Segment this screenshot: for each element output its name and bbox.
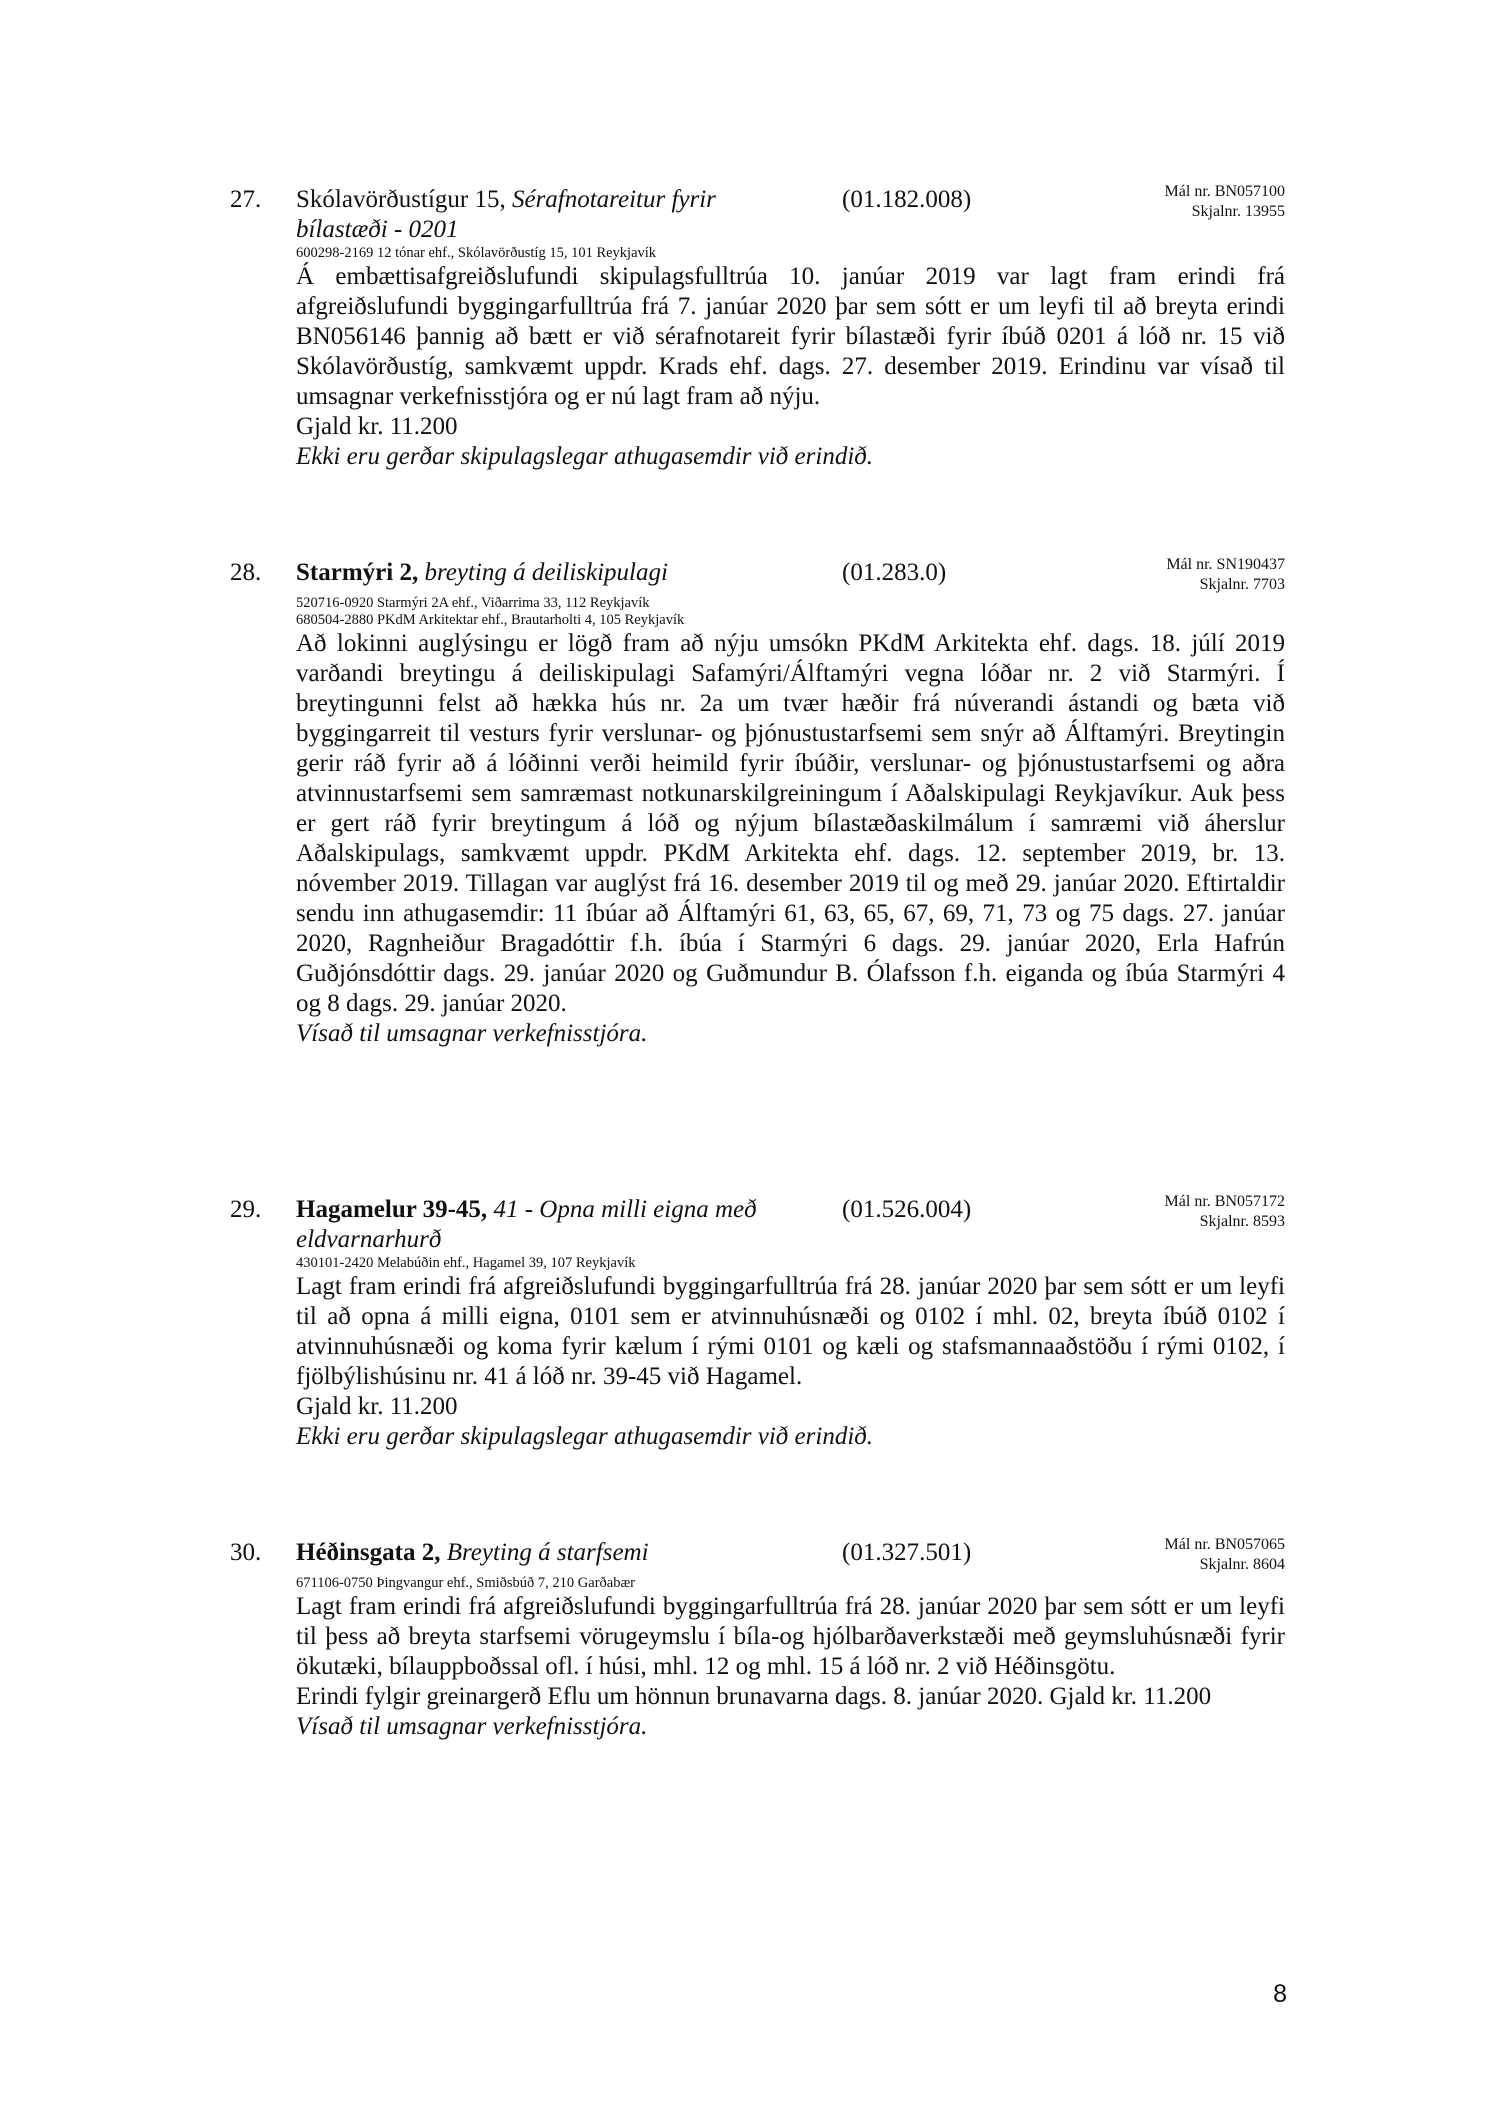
item-title-address: Skólavörðustígur 15, — [296, 186, 512, 213]
item-conclusion: Ekki eru gerðar skipulagslegar athugasemdir við erindið. — [296, 443, 874, 470]
parties — [296, 1575, 1285, 1592]
item-title-subject: Breyting á starfsemi — [446, 1539, 649, 1566]
item-title-subject: 41 - Opna milli eigna með eldvarnarhurð — [296, 1196, 757, 1253]
party-line: 600298-2169 12 tónar ehf., Skólavörðustíg 15, 101 Reykjavík — [296, 245, 657, 261]
agenda-item-30 — [230, 1538, 1285, 1742]
item-title — [296, 558, 796, 588]
item-header — [230, 1195, 1285, 1255]
case-number: Mál nr. BN057172 — [1164, 1193, 1285, 1210]
parties — [296, 595, 1285, 629]
item-title-address: Héðinsgata 2, — [296, 1539, 441, 1566]
item-title-address: Starmýri 2, — [296, 559, 419, 586]
body-paragraph: Að lokinni auglýsingu er lögð fram að nýju umsókn PKdM Arkitekta ehf. dags. 18. júlí 2019 varðandi breytingu á deiliskipulagi Safamýri/Álftamýri vegna lóðar nr. 2 við Starmýri. Í breytingunni felst að hækka hús nr. 2a um tvær hæðir frá núverandi ástandi og bæta við byggingarreit til vesturs fyrir verslunar- og þjónustustarfsemi sem snýr að Álftamýri. Breytingin gerir ráð fyrir að á lóðinni verði heimild fyrir íbúðir, verslunar- og þjónustustarfsemi og aðra atvinnustarfsemi sem samræmast notkunarskilgreiningum í Aðalskipulagi Reykjavíkur. Auk þess er gert ráð fyrir breytingum á lóð og nýjum bílastæðaskilmálum í samræmi við áherslur Aðalskipulags, samkvæmt uppdr. PKdM Arkitekta ehf. dags. 12. september 2019, br. 13. nóvember 2019. Tillagan var auglýst frá 16. desember 2019 til og með 29. janúar 2020. Eftirtaldir sendu inn athugasemdir: 11 íbúar að Álftamýri 61, 63, 65, 67, 69, 71, 73 og 75 dags. 27. janúar 2020, Ragnheiður Bragadóttir f.h. íbúa í Starmýri 6 dags. 29. janúar 2020, Erla Hafrún Guðjónsdóttir dags. 29. janúar 2020 og Guðmundur B. Ólafsson f.h. eiganda og íbúa Starmýri 4 og 8 dags. 29. janúar 2020. — [296, 630, 1285, 1017]
page-number: 8 — [1273, 1980, 1287, 2008]
agenda-item-29 — [230, 1195, 1285, 1452]
land-code: (01.327.501) — [842, 1539, 972, 1566]
item-number: 27. — [230, 186, 262, 213]
item-number: 29. — [230, 1196, 262, 1223]
item-title — [296, 185, 796, 245]
item-conclusion: Vísað til umsagnar verkefnisstjóra. — [296, 1020, 648, 1047]
item-body — [296, 1592, 1285, 1712]
record-number: Skjalnr. 7703 — [1199, 576, 1285, 593]
party-line: 520716-0920 Starmýri 2A ehf., Viðarrima 33, 112 Reykjavík — [296, 595, 650, 611]
party-line: 680504-2880 PKdM Arkitektar ehf., Brautarholti 4, 105 Reykjavík — [296, 612, 685, 628]
case-number: Mál nr. BN057065 — [1164, 1536, 1285, 1553]
body-paragraph: Á embættisafgreiðslufundi skipulagsfulltrúa 10. janúar 2019 var lagt fram erindi frá afgreiðslufundi byggingarfulltrúa frá 7. janúar 2020 þar sem sótt er um leyfi til að breyta erindi BN056146 þannig að bætt er við sérafnotareit fyrir bílastæði fyrir íbúð 0201 á lóð nr. 15 við Skólavörðustíg, samkvæmt uppdr. Krads ehf. dags. 27. desember 2019. Erindinu var vísað til umsagnar verkefnisstjóra og er nú lagt fram að nýju. — [296, 263, 1285, 410]
item-body — [296, 262, 1285, 412]
case-reference — [1165, 1192, 1285, 1232]
item-header — [230, 558, 1285, 595]
case-number: Mál nr. SN190437 — [1166, 556, 1285, 573]
party-line: 671106-0750 Þingvangur ehf., Smiðsbúð 7, 210 Garðabær — [296, 1575, 635, 1591]
record-number: Skjalnr. 13955 — [1191, 203, 1285, 220]
parties — [296, 245, 1285, 262]
item-conclusion: Ekki eru gerðar skipulagslegar athugasemdir við erindið. — [296, 1423, 874, 1450]
agenda-item-28 — [230, 558, 1285, 1049]
item-title — [296, 1195, 796, 1255]
land-code: (01.283.0) — [842, 559, 947, 586]
body-paragraph: Lagt fram erindi frá afgreiðslufundi byggingarfulltrúa frá 28. janúar 2020 þar sem sótt er um leyfi til þess að breyta starfsemi vörugeymslu í bíla-og hjólbarðaverkstæði með geymsluhúsnæði fyrir ökutæki, bílauppboðssal ofl. í húsi, mhl. 12 og mhl. 15 á lóð nr. 2 við Héðinsgötu. — [296, 1593, 1285, 1680]
item-header — [230, 185, 1285, 245]
item-body — [296, 1272, 1285, 1392]
item-title — [296, 1538, 796, 1568]
case-reference — [1165, 182, 1285, 222]
parties — [296, 1255, 1285, 1272]
case-reference — [1165, 1535, 1285, 1575]
fee-line: Gjald kr. 11.200 — [296, 413, 458, 440]
agenda-item-27 — [230, 185, 1285, 472]
case-number: Mál nr. BN057100 — [1164, 183, 1285, 200]
item-number: 30. — [230, 1539, 262, 1566]
item-number: 28. — [230, 559, 262, 586]
fee-line: Gjald kr. 11.200 — [296, 1393, 458, 1420]
body-paragraph: Lagt fram erindi frá afgreiðslufundi byggingarfulltrúa frá 28. janúar 2020 þar sem sótt er um leyfi til að opna á milli eigna, 0101 sem er atvinnuhúsnæði og 0102 í mhl. 02, breyta íbúð 0102 í atvinnuhúsnæði og koma fyrir kælum í rými 0101 og kæli og stafsmannaaðstöðu í rými 0102, í fjölbýlishúsinu nr. 41 á lóð nr. 39-45 við Hagamel. — [296, 1273, 1285, 1390]
item-body — [296, 629, 1285, 1019]
land-code: (01.182.008) — [842, 186, 972, 213]
item-title-address: Hagamelur 39-45, — [296, 1196, 488, 1223]
case-reference — [1166, 555, 1285, 595]
record-number: Skjalnr. 8593 — [1199, 1213, 1285, 1230]
item-conclusion: Vísað til umsagnar verkefnisstjóra. — [296, 1713, 648, 1740]
item-title-subject: Sérafnotareitur fyrir bílastæði - 0201 — [296, 186, 716, 243]
party-line: 430101-2420 Melabúðin ehf., Hagamel 39, 107 Reykjavík — [296, 1255, 636, 1271]
record-number: Skjalnr. 8604 — [1199, 1556, 1285, 1573]
item-header — [230, 1538, 1285, 1575]
item-title-subject: breyting á deiliskipulagi — [424, 559, 668, 586]
land-code: (01.526.004) — [842, 1196, 972, 1223]
body-paragraph: Erindi fylgir greinargerð Eflu um hönnun brunavarna dags. 8. janúar 2020. Gjald kr. 11.200 — [296, 1683, 1212, 1710]
